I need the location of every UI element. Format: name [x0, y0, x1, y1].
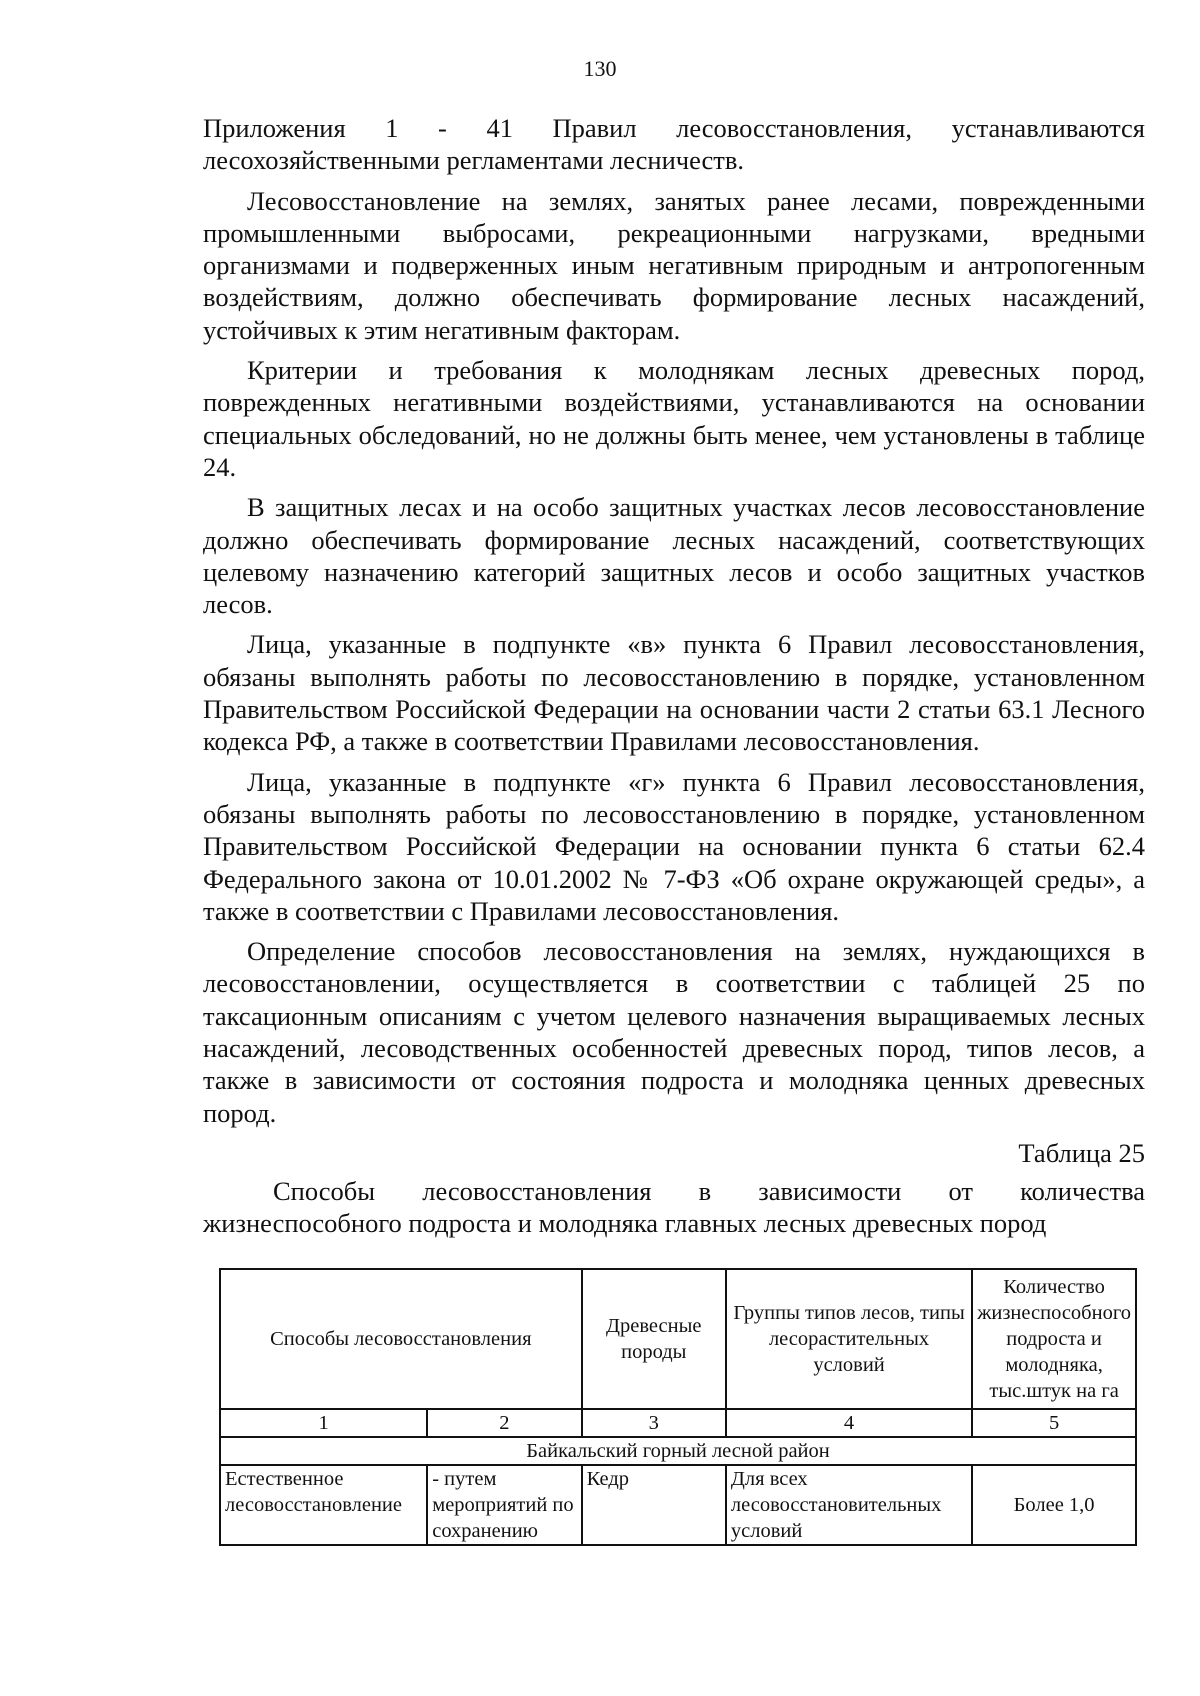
region-name: Байкальский горный лесной район [220, 1437, 1136, 1465]
header-quantity: Количество жизнеспособного подроста и молодняка, тыс.штук на га [972, 1269, 1136, 1409]
paragraph-5: Лица, указанные в подпункте «в» пункта 6 Правил лесовосстановления, обязаны выполнять работы по лесовосстановлению в порядке, установленном Правительством Российской Федерации на основании части 2 статьи 63.1 Лесного кодекса РФ, а также в соответствии Правилами лесовосстановления. [203, 629, 1145, 757]
row-submethod: - путем мероприятий по сохранению [427, 1465, 581, 1545]
header-forest-types: Группы типов лесов, типы лесорастительных условий [726, 1269, 972, 1409]
page-number: 130 [583, 56, 617, 81]
methods-table [219, 1268, 1137, 1546]
row-conditions: Для всех лесовосстановительных условий [726, 1465, 972, 1545]
paragraph-7: Определение способов лесовосстановления на землях, нуждающихся в лесовосстановлении, осуществляется в соответствии с таблицей 25 по таксационным описаниям с учетом целевого назначения выращиваемых лесных насаждений, лесоводственных особенностей древесных пород, типов лесов, а также в зависимости от состояния подроста и молодняка ценных древесных пород. [203, 936, 1145, 1128]
paragraph-2: Лесовосстановление на землях, занятых ранее лесами, поврежденными промышленными выбросами, рекреационными нагрузками, вредными организмами и подверженных иным негативным природным и антропогенным воздействиям, должно обеспечивать формирование лесных насаждений, устойчивых к этим негативным факторам. [203, 185, 1145, 345]
header-methods: Способы лесовосстановления [220, 1269, 582, 1409]
row-species: Кедр [582, 1465, 726, 1545]
column-number: 5 [972, 1409, 1136, 1437]
header-species: Древесные породы [582, 1269, 726, 1409]
table-header-row [220, 1269, 1136, 1409]
row-method: Естественное лесовосстановление [220, 1465, 427, 1545]
table-label: Таблица 25 [1018, 1137, 1145, 1168]
column-number-row [220, 1409, 1136, 1437]
column-number: 1 [220, 1409, 427, 1437]
region-row [220, 1437, 1136, 1465]
paragraph-1: Приложения 1 - 41 Правил лесовосстановления, устанавливаются лесохозяйственными регламентами лесничеств. [203, 113, 1145, 176]
table-title: Способы лесовосстановления в зависимости от количества жизнеспособного подроста и молодняка главных лесных древесных пород [203, 1175, 1145, 1238]
paragraph-3: Критерии и требования к молоднякам лесных древесных пород, поврежденных негативными воздействиями, устанавливаются на основании специальных обследований, но не должны быть менее, чем установлены в таблице 24. [203, 355, 1145, 482]
document-body [203, 112, 1145, 1239]
column-number: 4 [726, 1409, 972, 1437]
paragraph-6: Лица, указанные в подпункте «г» пункта 6 Правил лесовосстановления, обязаны выполнять работы по лесовосстановлению в порядке, установленном Правительством Российской Федерации на основании пункта 6 статьи 62.4 Федерального закона от 10.01.2002 № 7-ФЗ «Об охране окружающей среды», а также в соответствии с Правилами лесовосстановления. [203, 766, 1145, 926]
column-number: 2 [427, 1409, 581, 1437]
table-row [220, 1465, 1136, 1545]
paragraph-4: В защитных лесах и на особо защитных участках лесов лесовосстановление должно обеспечивать формирование лесных насаждений, соответствующих целевому назначению категорий защитных лесов и особо защитных участков лесов. [203, 492, 1145, 620]
column-number: 3 [582, 1409, 726, 1437]
row-quantity: Более 1,0 [972, 1465, 1136, 1545]
